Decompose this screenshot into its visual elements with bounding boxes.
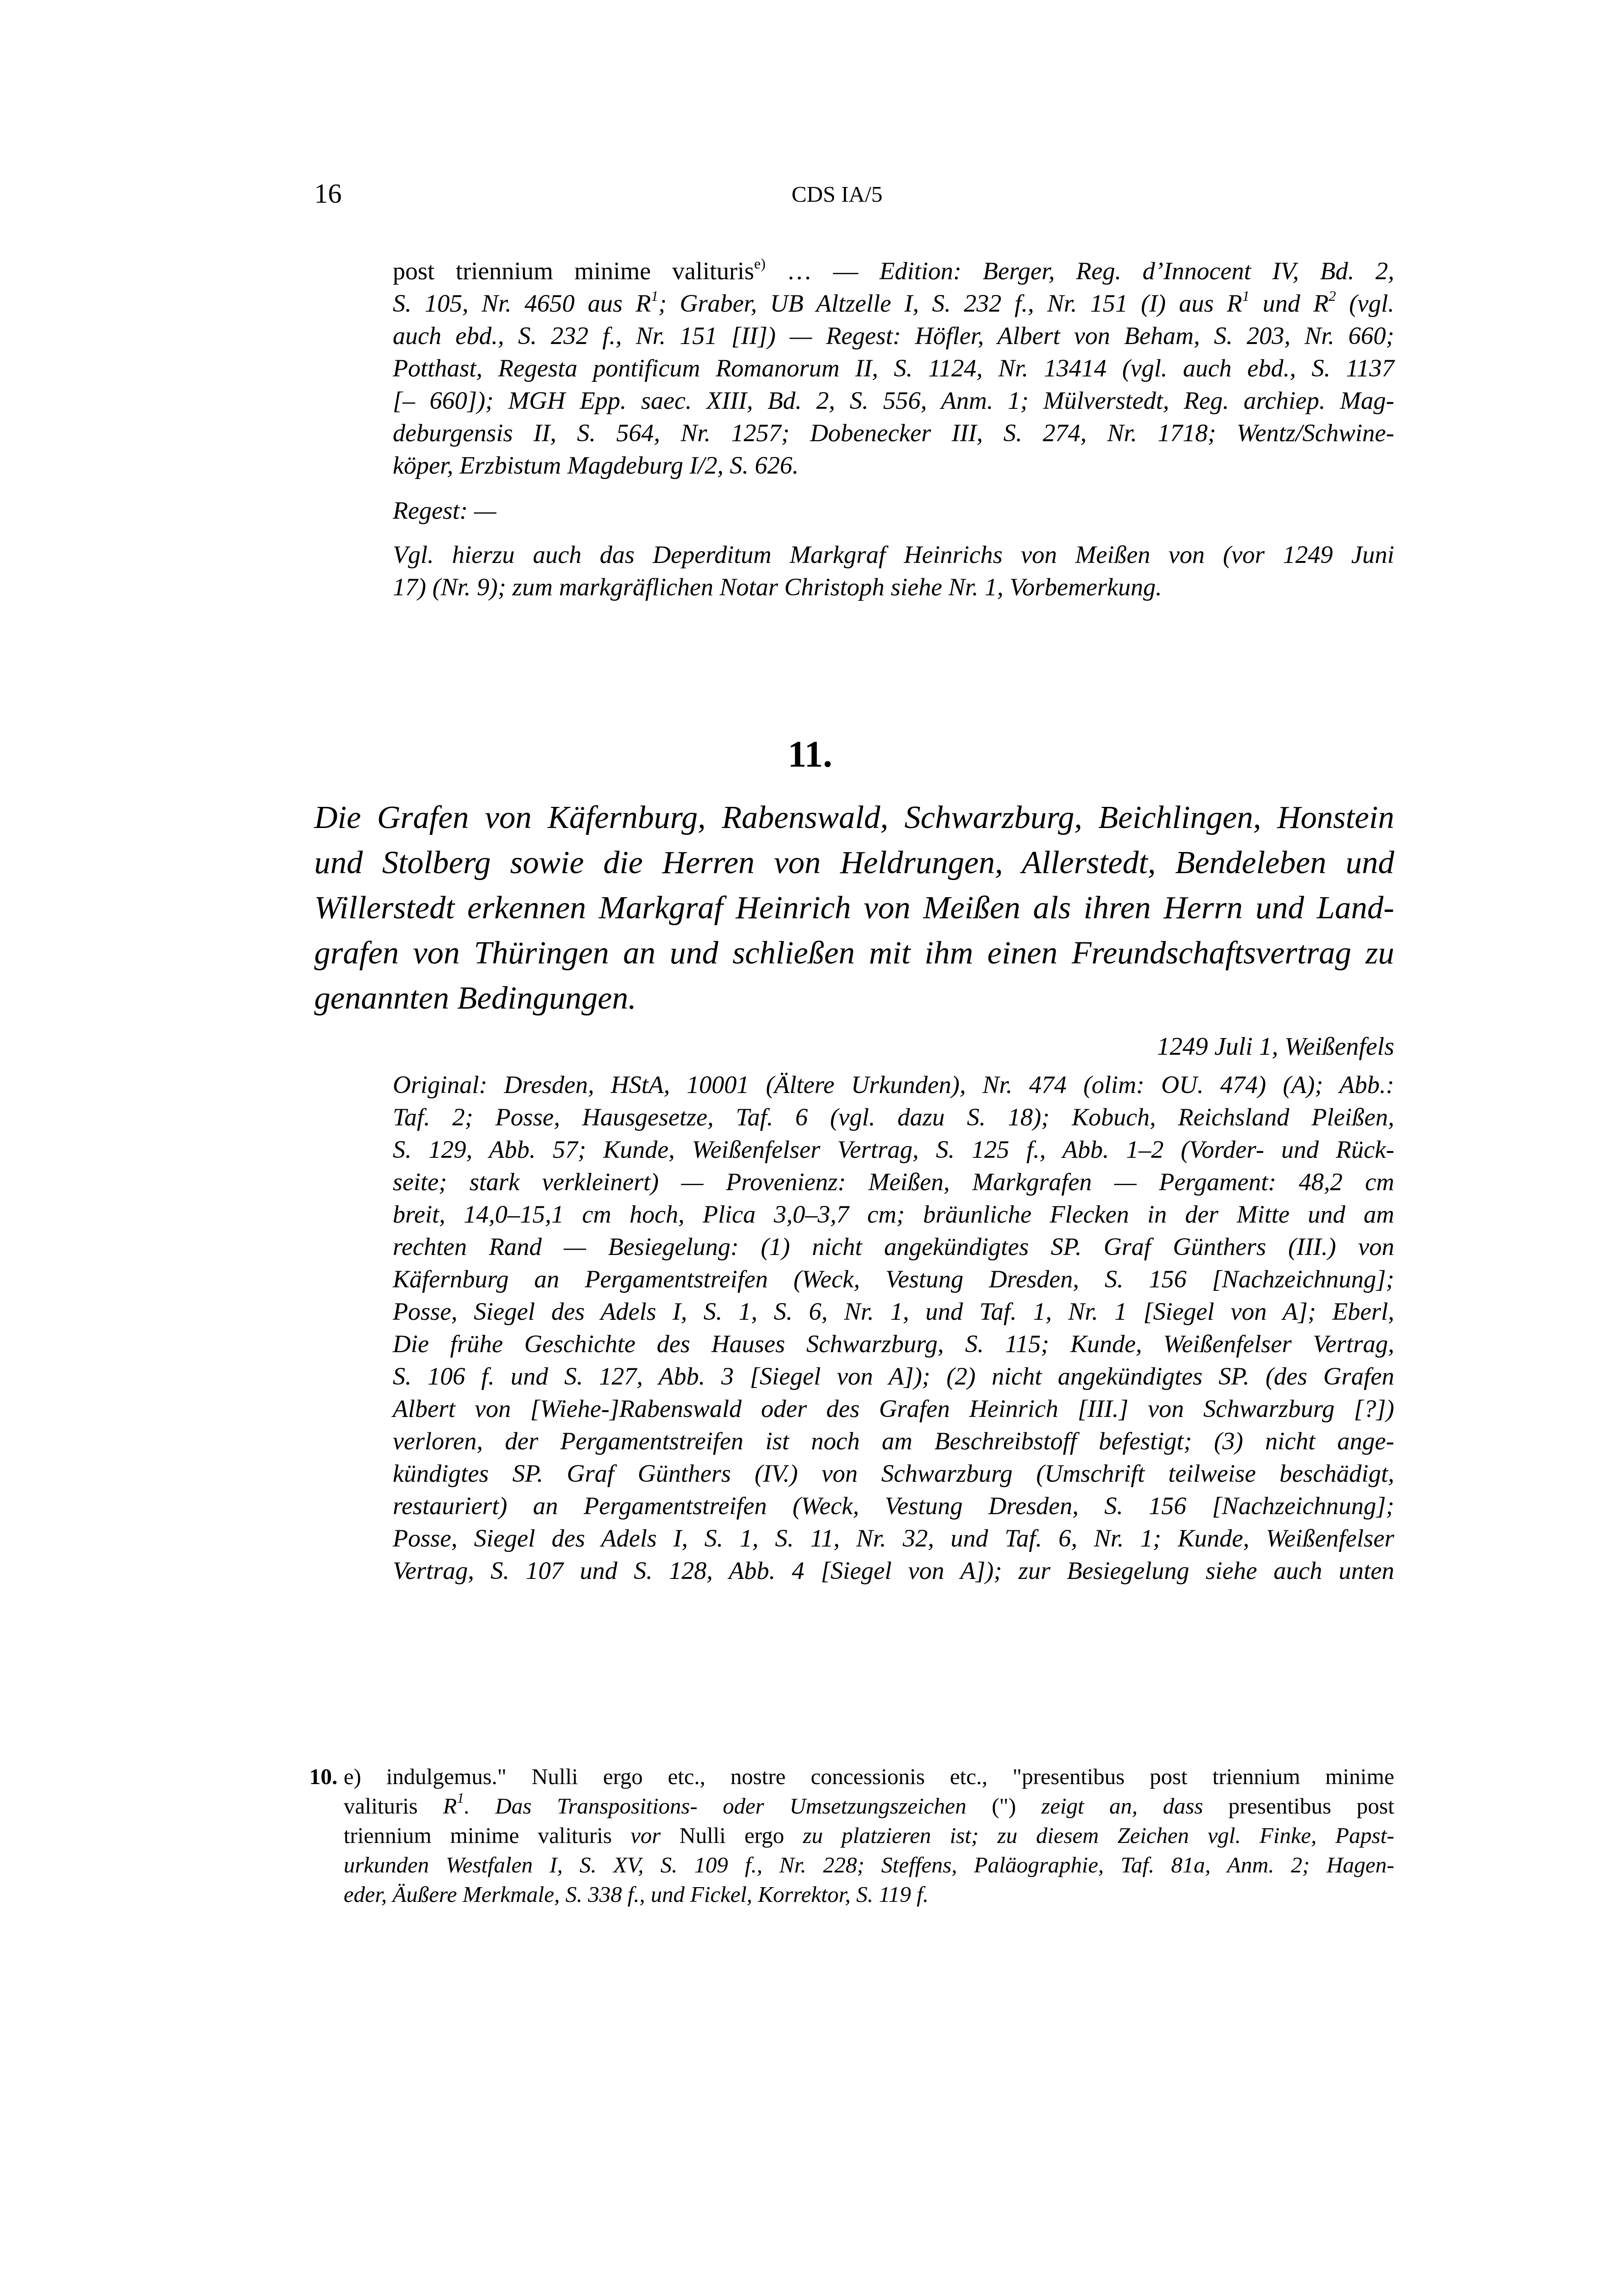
original-line: rechten Rand — Besiegelung: (1) nicht angekündigtes SP. Graf Günthers (III.) von (393, 1233, 1394, 1261)
edition-line: deburgensis II, S. 564, Nr. 1257; Dobenecker III, S. 274, Nr. 1718; Wentz/Schwine- (393, 420, 1394, 447)
document-title (314, 795, 1394, 1021)
running-head: CDS IA/5 (791, 182, 883, 207)
document-number: 11. (787, 734, 833, 775)
original-line: Original: Dresden, HStA, 10001 (Ältere Urkunden), Nr. 474 (olim: OU. 474) (A); Abb.: (393, 1071, 1394, 1099)
page-number: 16 (314, 179, 342, 209)
edition-line: [– 660]); MGH Epp. saec. XIII, Bd. 2, S. 556, Anm. 1; Mülverstedt, Reg. archiep. Mag- (393, 387, 1394, 415)
note-line: 17) (Nr. 9); zum markgräflichen Notar Christoph siehe Nr. 1, Vorbemerkung. (393, 574, 1162, 601)
original-description (393, 1069, 1394, 1587)
footnote-line: urkunden Westfalen I, S. XV, S. 109 f., Nr. 228; Steffens, Paläographie, Taf. 81a, Anm. 2; Hagen- (344, 1852, 1394, 1877)
original-line: Vertrag, S. 107 und S. 128, Abb. 4 [Siegel von A]); zur Besiegelung siehe auch unten (393, 1557, 1394, 1585)
original-line: kündigtes SP. Graf Günthers (IV.) von Schwarzburg (Umschrift teilweise beschädigt, (393, 1460, 1394, 1488)
edition-line: köper, Erzbistum Magdeburg I/2, S. 626. (393, 452, 799, 480)
edition-line: S. 105, Nr. 4650 aus $R^1$; Graber, UB Altzelle I, S. 232 f., Nr. 151 (I) aus $R^1$ und $R^2$ (vgl. (393, 288, 1394, 318)
edition-line: post triennium minime valituris$^{e)}$ … — Edition: Berger, Reg. d’Innocent IV, Bd. 2, (393, 256, 1394, 285)
footnote-line: e) indulgemus." Nulli ergo etc., nostre concessionis etc., "presentibus post triennium minime (344, 1764, 1394, 1789)
footnote-number: 10. (309, 1764, 338, 1789)
note-paragraph (393, 539, 1394, 604)
footnote-line: triennium minime valituris vor Nulli ergo zu platzieren ist; zu diesem Zeichen vgl. Finke, Papst- (344, 1823, 1395, 1848)
original-line: Die frühe Geschichte des Hauses Schwarzburg, S. 115; Kunde, Weißenfelser Vertrag, (393, 1331, 1394, 1358)
regest-line: Regest: — (393, 497, 497, 525)
original-line: restauriert) an Pergamentstreifen (Weck, Vestung Dresden, S. 156 [Nachzeichnung]; (393, 1493, 1394, 1520)
original-line: Taf. 2; Posse, Hausgesetze, Taf. 6 (vgl. dazu S. 18); Kobuch, Reichsland Pleißen, (393, 1104, 1394, 1131)
title-line: Willerstedt erkennen Markgraf Heinrich von Meißen als ihren Herrn und Land- (314, 890, 1394, 926)
original-line: Posse, Siegel des Adels I, S. 1, S. 11, Nr. 32, und Taf. 6, Nr. 1; Kunde, Weißenfelser (393, 1525, 1394, 1552)
footnote-line: valituris $R^1$. Das Transpositions- oder Umsetzungszeichen (") zeigt an, dass presentibus post (344, 1790, 1394, 1818)
footnote (309, 1762, 1395, 1909)
title-line: grafen von Thüringen an und schließen mit ihm einen Freundschaftsvertrag zu (314, 935, 1394, 971)
date-place: 1249 Juli 1, Weißenfels (1157, 1033, 1394, 1061)
original-line: breit, 14,0–15,1 cm hoch, Plica 3,0–3,7 cm; bräunliche Flecken in der Mitte und am (393, 1201, 1394, 1228)
edition-line: Potthast, Regesta pontificum Romanorum II, S. 1124, Nr. 13414 (vgl. auch ebd., S. 1137 (393, 355, 1394, 382)
title-line: Die Grafen von Käfernburg, Rabenswald, Schwarzburg, Beichlingen, Honstein (314, 800, 1394, 835)
original-line: Käfernburg an Pergamentstreifen (Weck, Vestung Dresden, S. 156 [Nachzeichnung]; (393, 1266, 1394, 1293)
original-line: S. 106 f. und S. 127, Abb. 3 [Siegel von A]); (2) nicht angekündigtes SP. (des Grafen (393, 1363, 1394, 1390)
title-line: und Stolberg sowie die Herren von Heldrungen, Allerstedt, Bendeleben und (314, 845, 1394, 881)
title-line: genannten Bedingungen. (314, 980, 637, 1016)
footnote-line: eder, Äußere Merkmale, S. 338 f., und Fickel, Korrektor, S. 119 f. (344, 1882, 929, 1907)
original-line: seite; stark verkleinert) — Provenienz: Meißen, Markgrafen — Pergament: 48,2 cm (393, 1169, 1394, 1196)
note-line: Vgl. hierzu auch das Deperditum Markgraf Heinrichs von Meißen von (vor 1249 Juni (393, 541, 1394, 569)
edition-line: auch ebd., S. 232 f., Nr. 151 [II]) — Regest: Höfler, Albert von Beham, S. 203, Nr. 660; (393, 322, 1394, 350)
edition-paragraph (393, 255, 1394, 482)
original-line: Posse, Siegel des Adels I, S. 1, S. 6, Nr. 1, und Taf. 1, Nr. 1 [Siegel von A]; Eberl, (393, 1298, 1394, 1326)
original-line: verloren, der Pergamentstreifen ist noch am Beschreibstoff befestigt; (3) nicht ange- (393, 1428, 1394, 1455)
original-line: S. 129, Abb. 57; Kunde, Weißenfelser Vertrag, S. 125 f., Abb. 1–2 (Vorder- und Rück- (393, 1136, 1394, 1164)
original-line: Albert von [Wiehe-]Rabenswald oder des Grafen Heinrich [III.] von Schwarzburg [?]) (393, 1395, 1394, 1423)
